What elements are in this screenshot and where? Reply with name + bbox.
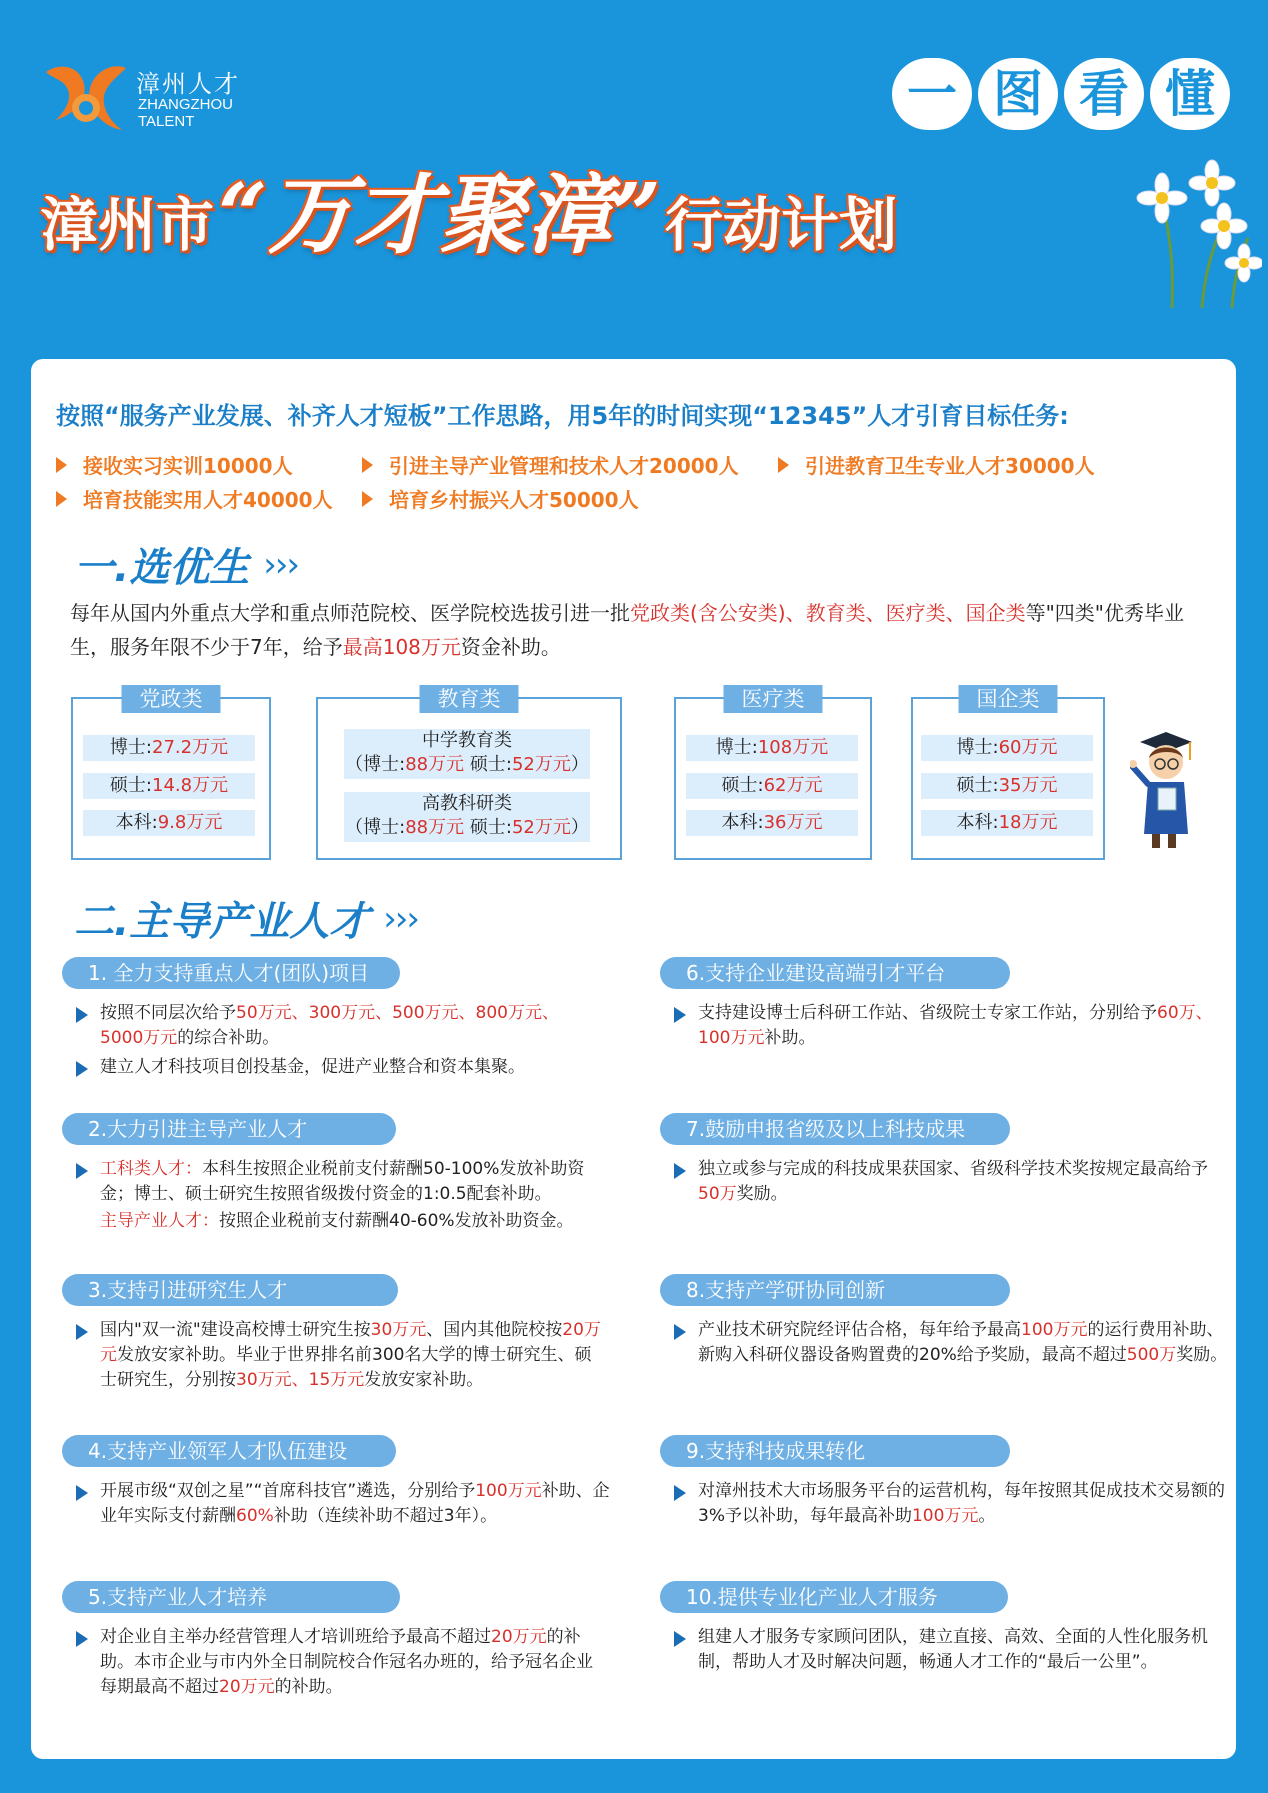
goal-item: 引进主导产业管理和技术人才20000人 <box>362 450 739 479</box>
triangle-bullet-icon <box>56 457 67 473</box>
bullet-text: 组建人才服务专家顾问团队，建立直接、高效、全面的人性化服务机制，帮助人才及时解决问题，畅通人才工作的“最后一公里”。 <box>660 1625 1218 1675</box>
bullet-text: 按照不同层次给予50万元、300万元、500万元、800万元、5000万元的综合补助。 <box>62 1001 600 1051</box>
policy-item-2 <box>62 1113 622 1234</box>
logo-chinese-name: 漳州人才 <box>136 70 240 98</box>
triangle-bullet-icon <box>778 457 789 473</box>
triangle-bullet-icon <box>56 491 67 507</box>
policy-item-title: 7.鼓励申报省级及以上科技成果 <box>660 1113 1010 1145</box>
section2-heading: 二.主导产业人才 ››› <box>74 898 418 945</box>
badge-char: 看 <box>1064 58 1144 130</box>
chevrons-right-icon: ››› <box>383 898 418 939</box>
policy-item-title: 9.支持科技成果转化 <box>660 1435 1010 1467</box>
subsidy-row: 本科:18万元 <box>921 810 1093 836</box>
subsidy-row: 中学教育类 （博士:88万元 硕士:52万元） <box>344 729 590 779</box>
subsidy-row: 硕士:62万元 <box>686 773 858 799</box>
section1-description: 每年从国内外重点大学和重点师范院校、医学院校选拔引进一批党政类(含公安类)、教育类、医疗类、国企类等"四类"优秀毕业生，服务年限不少于7年，给予最高108万元资金补助。 <box>70 601 1185 659</box>
section1-heading: 一.选优生 ››› <box>74 544 298 591</box>
policy-item-1 <box>62 957 622 1080</box>
bullet-text: 产业技术研究院经评估合格，每年给予最高100万元的运行费用补助、新购入科研仪器设备购置费的20%给予奖励，最高不超过500万奖励。 <box>660 1318 1228 1368</box>
graduate-mascot-icon <box>1130 724 1196 854</box>
policy-item-8 <box>660 1274 1228 1368</box>
title-main: “万才聚漳” <box>218 165 661 266</box>
policy-item-5 <box>62 1581 622 1700</box>
triangle-bullet-icon <box>76 1061 88 1077</box>
triangle-bullet-icon <box>674 1007 686 1023</box>
intro-text: 按照“服务产业发展、补齐人才短板”工作思路，用5年的时间实现“12345”人才引育目标任务: <box>56 402 1069 430</box>
goal-item: 引进教育卫生专业人才30000人 <box>778 450 1095 479</box>
policy-item-9 <box>660 1435 1225 1529</box>
bullet-text: 工科类人才：本科生按照企业税前支付薪酬50-100%发放补助资金；博士、硕士研究生按照省级拨付资金的1:0.5配套补助。 <box>62 1157 600 1207</box>
logo-english-name: ZHANGZHOU TALENT <box>138 96 233 130</box>
goal-item: 接收实习实训10000人 <box>56 450 293 479</box>
policy-item-title: 5.支持产业人才培养 <box>62 1581 400 1613</box>
subsidy-row: 硕士:35万元 <box>921 773 1093 799</box>
title-suffix: 行动计划 <box>664 191 897 259</box>
policy-item-3 <box>62 1274 622 1393</box>
bullet-text: 建立人才科技项目创投基金，促进产业整合和资本集聚。 <box>62 1055 622 1080</box>
subsidy-row: 本科:36万元 <box>686 810 858 836</box>
title-prefix: 漳州市 <box>40 191 215 259</box>
policy-item-6 <box>660 957 1220 1051</box>
bullet-text: 国内"双一流"建设高校博士研究生按30万元、国内其他院校按20万元发放安家补助。毕业于世界排名前300名大学的博士研究生、硕士研究生，分别按30万元、15万元发放安家补助。 <box>62 1318 608 1393</box>
page-title <box>40 130 897 270</box>
category-box-medical <box>674 687 872 860</box>
bullet-text: 主导产业人才：按照企业税前支付薪酬40-60%发放补助资金。 <box>100 1211 574 1231</box>
badge-char: 一 <box>892 58 972 130</box>
category-title: 教育类 <box>420 685 519 713</box>
policy-item-title: 10.提供专业化产业人才服务 <box>660 1581 1008 1613</box>
category-title: 党政类 <box>122 685 221 713</box>
policy-item-title: 4.支持产业领军人才队伍建设 <box>62 1435 396 1467</box>
subsidy-row: 硕士:14.8万元 <box>83 773 255 799</box>
triangle-bullet-icon <box>362 491 373 507</box>
category-title: 国企类 <box>959 685 1058 713</box>
subsidy-row: 博士:108万元 <box>686 735 858 761</box>
policy-item-title: 2.大力引进主导产业人才 <box>62 1113 396 1145</box>
policy-item-10 <box>660 1581 1220 1675</box>
bullet-text: 开展市级“双创之星”“首席科技官”遴选，分别给予100万元补助、企业年实际支付薪酬60%补助（连续补助不超过3年）。 <box>62 1479 610 1529</box>
subsidy-row: 高教科研类 （博士:88万元 硕士:52万元） <box>344 792 590 842</box>
goal-item: 培育乡村振兴人才50000人 <box>362 484 639 513</box>
talent-logo-icon <box>40 58 132 138</box>
policy-item-title: 6.支持企业建设高端引才平台 <box>660 957 1010 989</box>
triangle-bullet-icon <box>674 1324 686 1340</box>
subsidy-row: 博士:27.2万元 <box>83 735 255 761</box>
policy-item-4 <box>62 1435 622 1529</box>
subsidy-row: 本科:9.8万元 <box>83 810 255 836</box>
triangle-bullet-icon <box>674 1163 686 1179</box>
triangle-bullet-icon <box>76 1324 88 1340</box>
bullet-text: 对企业自主举办经营管理人才培训班给予最高不超过20万元的补助。本市企业与市内外全日制院校合作冠名办班的，给予冠名企业每期最高不超过20万元的补助。 <box>62 1625 608 1700</box>
badge-char: 图 <box>978 58 1058 130</box>
category-box-party-government <box>71 687 271 860</box>
triangle-bullet-icon <box>362 457 373 473</box>
chevrons-right-icon: ››› <box>263 544 298 585</box>
policy-item-title: 3.支持引进研究生人才 <box>62 1274 398 1306</box>
subsidy-row: 博士:60万元 <box>921 735 1093 761</box>
one-chart-badges <box>892 58 1230 130</box>
bullet-text: 独立或参与完成的科技成果获国家、省级科学技术奖按规定最高给予50万奖励。 <box>660 1157 1228 1207</box>
narcissus-flowers-decoration <box>1112 158 1262 308</box>
bullet-text: 支持建设博士后科研工作站、省级院士专家工作站，分别给予60万、100万元补助。 <box>660 1001 1228 1051</box>
goal-item: 培育技能实用人才40000人 <box>56 484 333 513</box>
policy-item-title: 8.支持产学研协同创新 <box>660 1274 1010 1306</box>
policy-item-title: 1. 全力支持重点人才(团队)项目 <box>62 957 400 989</box>
bullet-text: 对漳州技术大市场服务平台的运营机构，每年按照其促成技术交易额的3%予以补助，每年最高补助100万元。 <box>660 1479 1228 1529</box>
badge-char: 懂 <box>1150 58 1230 130</box>
triangle-bullet-icon <box>76 1163 88 1179</box>
zhangzhou-talent-logo <box>40 58 250 138</box>
triangle-bullet-icon <box>674 1485 686 1501</box>
triangle-bullet-icon <box>674 1631 686 1647</box>
triangle-bullet-icon <box>76 1485 88 1501</box>
triangle-bullet-icon <box>76 1631 88 1647</box>
category-box-education <box>316 687 622 860</box>
policy-item-7 <box>660 1113 1220 1207</box>
category-box-state-enterprise <box>911 687 1105 860</box>
triangle-bullet-icon <box>76 1007 88 1023</box>
category-title: 医疗类 <box>724 685 823 713</box>
